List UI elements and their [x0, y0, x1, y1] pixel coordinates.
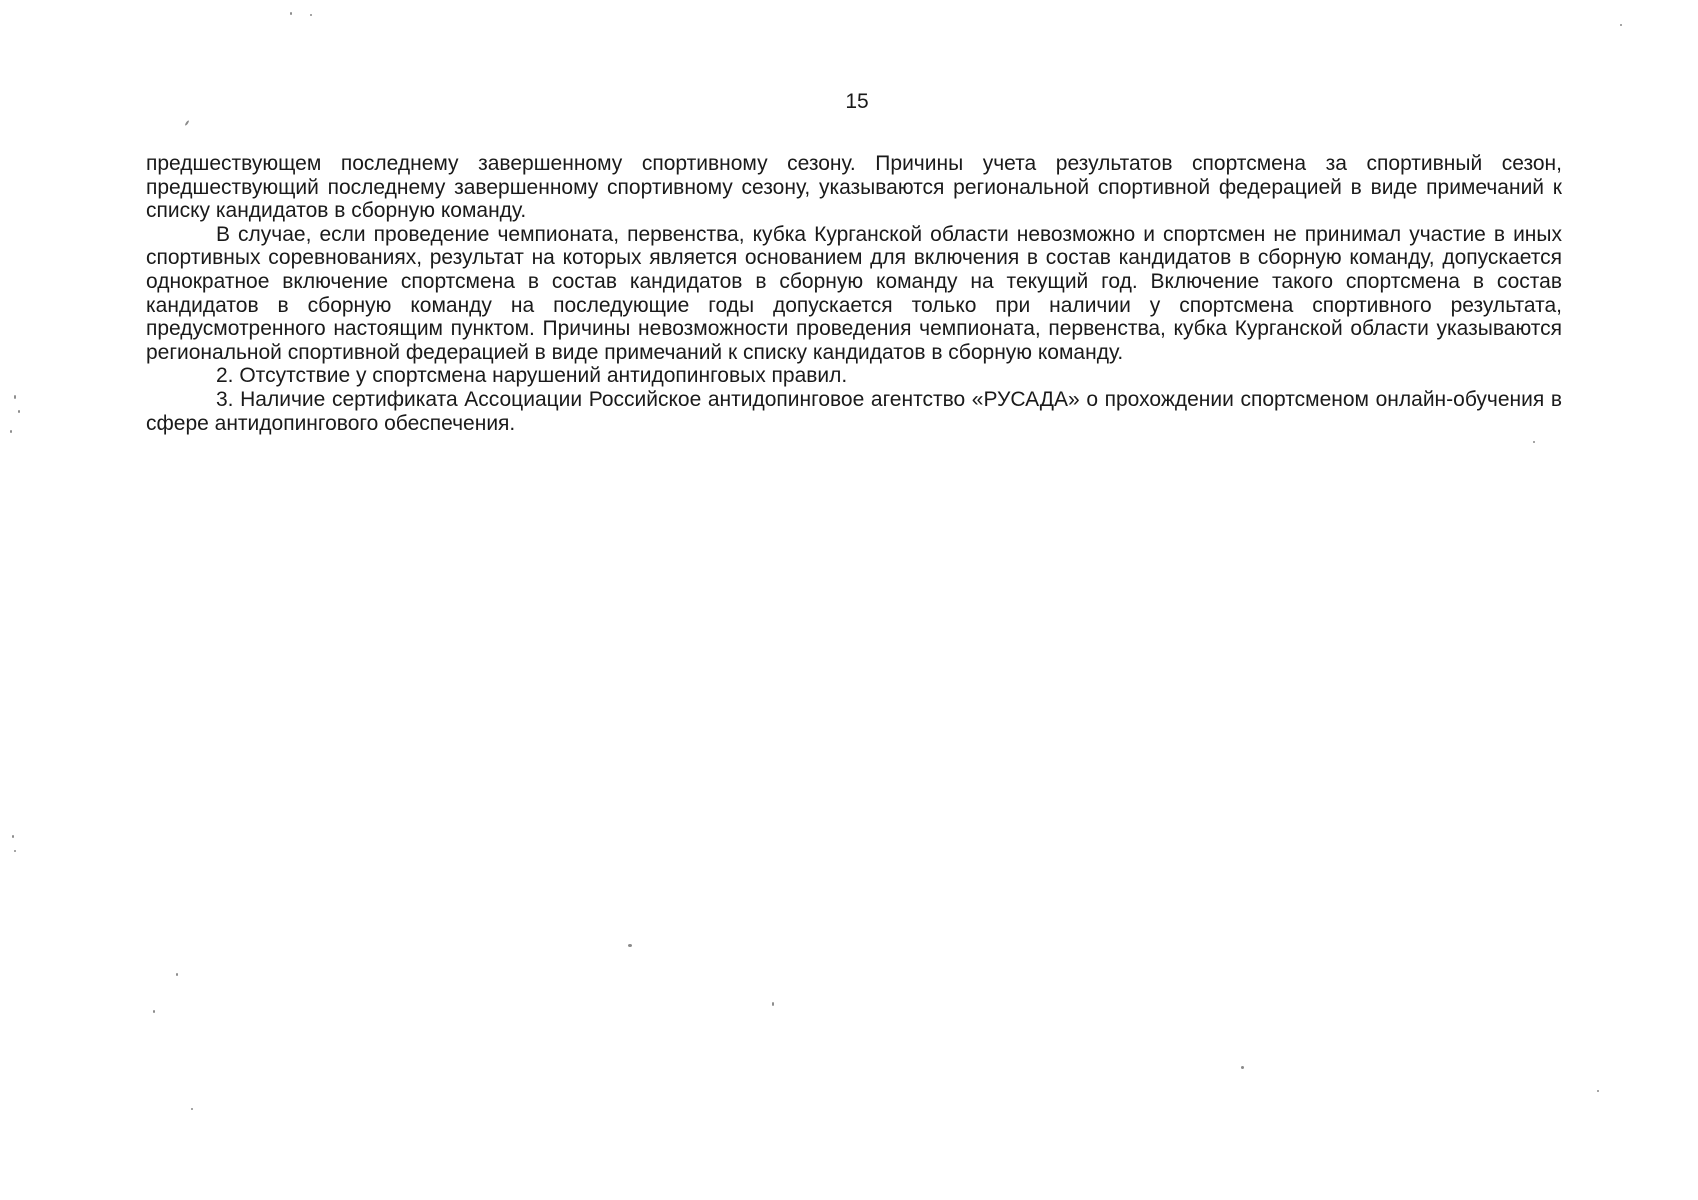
scan-speck: [772, 1002, 774, 1006]
paragraph-championship-impossible: В случае, если проведение чемпионата, первенства, кубка Курганской области невозможно и спортсмен не принимал участие в иных спортивных соревнованиях, результат на которых является основанием для включения в состав кандидатов в сборную команду, допускается однократное включение спортсмена в состав кандидатов в сборную команду на текущий год. Включение такого спортсмена в состав кандидатов в сборную команду на последующие годы допускается только при наличии у спортсмена спортивного результата, предусмотренного настоящим пунктом. Причины невозможности проведения чемпионата, первенства, кубка Курганской области указываются региональной спортивной федерацией в виде примечаний к списку кандидатов в сборную команду.: [146, 222, 1562, 364]
scan-speck: [184, 120, 189, 126]
scan-speck: [1241, 1066, 1244, 1069]
scan-speck: [191, 1108, 193, 1110]
paragraph-continuation: предшествующем последнему завершенному спортивному сезону. Причины учета результатов спортсмена за спортивный сезон, предшествующий последнему завершенному спортивному сезону, указываются региональной спортивной федерацией в виде примечаний к списку кандидатов в сборную команду.: [146, 152, 1562, 223]
paragraph-item-2: 2. Отсутствие у спортсмена нарушений антидопинговых правил.: [216, 364, 848, 388]
scan-speck: [628, 944, 632, 947]
scan-speck: [153, 1010, 155, 1013]
scan-speck: [1597, 1090, 1599, 1092]
body-text: [146, 152, 1562, 435]
scan-speck: [290, 12, 292, 15]
scan-speck: [1533, 441, 1535, 443]
scan-speck: [10, 430, 12, 433]
scan-speck: [310, 14, 312, 16]
scan-speck: [18, 410, 20, 413]
scan-speck: [12, 835, 14, 838]
paragraph-item-3: 3. Наличие сертификата Ассоциации Российское антидопинговое агентство «РУСАДА» о прохождении спортсменом онлайн-обучения в сфере антидопингового обеспечения.: [146, 387, 1562, 435]
scan-speck: [14, 850, 16, 852]
scan-speck: [176, 973, 178, 976]
scan-speck: [1620, 24, 1622, 26]
page-number: 15: [845, 90, 869, 113]
scan-speck: [14, 395, 16, 399]
